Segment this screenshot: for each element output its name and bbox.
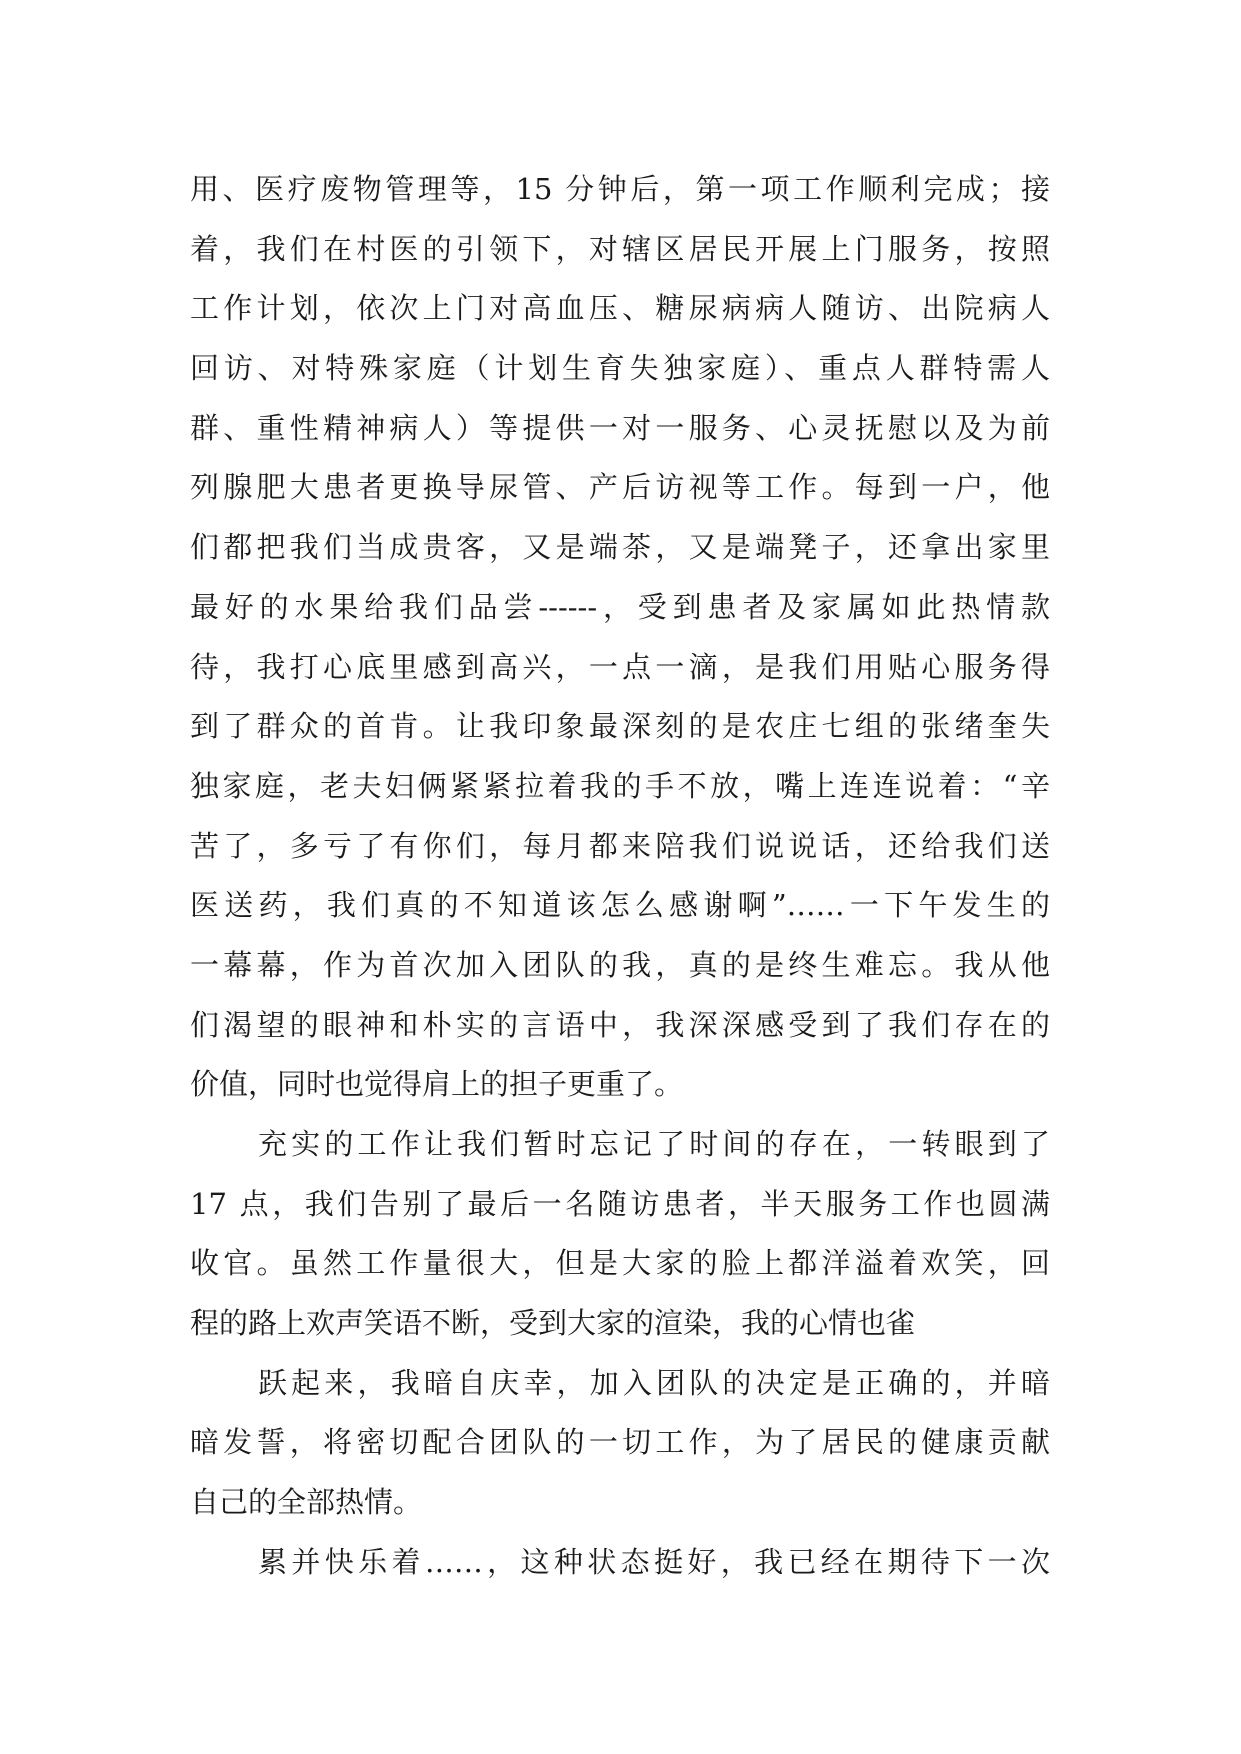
text-line: 暗发誓，将密切配合团队的一切工作，为了居民的健康贡献 bbox=[190, 1425, 1050, 1460]
text-line: 列腺肥大患者更换导尿管、产后访视等工作。每到一户，他 bbox=[190, 470, 1050, 505]
text-line: 程的路上欢声笑语不断，受到大家的渲染，我的心情也雀 bbox=[190, 1306, 916, 1341]
text-line: 们都把我们当成贵客，又是端茶，又是端凳子，还拿出家里 bbox=[190, 530, 1050, 565]
text-line: 回访、对特殊家庭（计划生育失独家庭）、重点人群特需人 bbox=[190, 351, 1050, 386]
text-line: 着，我们在村医的引领下，对辖区居民开展上门服务，按照 bbox=[190, 231, 1050, 266]
text-line: 用、医疗废物管理等，15 分钟后，第一项工作顺利完成；接 bbox=[190, 172, 1050, 206]
text-line: 群、重性精神病人）等提供一对一服务、心灵抚慰以及为前 bbox=[190, 410, 1050, 445]
text-line: 医送药，我们真的不知道该怎么感谢啊”……一下午发生的 bbox=[190, 888, 1050, 923]
text-line: 跃起来，我暗自庆幸，加入团队的决定是正确的，并暗 bbox=[258, 1365, 1050, 1400]
text-line: 17 点，我们告别了最后一名随访患者，半天服务工作也圆满 bbox=[190, 1186, 1050, 1221]
text-line: 苦了，多亏了有你们，每月都来陪我们说说话，还给我们送 bbox=[190, 828, 1050, 863]
text-line: 价值，同时也觉得肩上的担子更重了。 bbox=[190, 1067, 684, 1102]
text-line: 工作计划，依次上门对高血压、糖尿病病人随访、出院病人 bbox=[190, 291, 1050, 326]
text-line: 充实的工作让我们暂时忘记了时间的存在，一转眼到了 bbox=[258, 1127, 1050, 1161]
body-text bbox=[190, 160, 1050, 1593]
text-line: 独家庭，老夫妇俩紧紧拉着我的手不放，嘴上连连说着：“辛 bbox=[190, 768, 1050, 803]
text-line: 到了群众的首肯。让我印象最深刻的是农庄七组的张绪奎失 bbox=[190, 709, 1050, 744]
text-line: 自己的全部热情。 bbox=[190, 1485, 423, 1520]
text-line: 收官。虽然工作量很大，但是大家的脸上都洋溢着欢笑，回 bbox=[190, 1246, 1050, 1281]
text-line: 累并快乐着……，这种状态挺好，我已经在期待下一次 bbox=[258, 1544, 1050, 1579]
text-line: 最好的水果给我们品尝------，受到患者及家属如此热情款 bbox=[190, 589, 1050, 624]
text-line: 待，我打心底里感到高兴，一点一滴，是我们用贴心服务得 bbox=[190, 649, 1050, 684]
text-line: 一幕幕，作为首次加入团队的我，真的是终生难忘。我从他 bbox=[190, 947, 1050, 982]
text-line: 们渴望的眼神和朴实的言语中，我深深感受到了我们存在的 bbox=[190, 1007, 1050, 1042]
